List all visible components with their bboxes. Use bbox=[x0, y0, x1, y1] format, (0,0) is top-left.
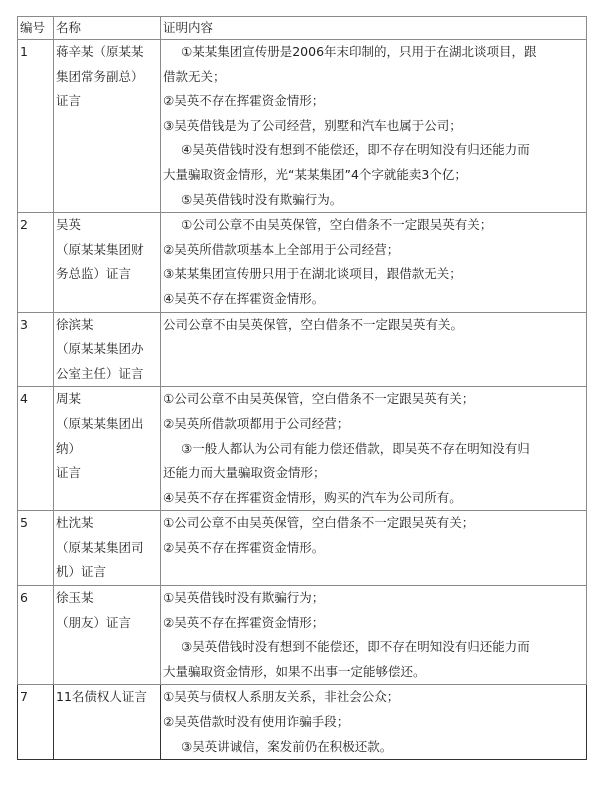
testimony-content bbox=[161, 685, 587, 760]
row-number: 2 bbox=[18, 213, 54, 312]
witness-name-line: （朋友）证言 bbox=[56, 614, 132, 630]
witness-name bbox=[54, 312, 161, 387]
witness-name-line: 证言 bbox=[56, 93, 82, 109]
row-number: 7 bbox=[18, 685, 54, 760]
testimony-line: ①吴英与债权人系朋友关系，非社会公众； bbox=[163, 689, 400, 705]
testimony-line: ②吴英不存在挥霍资金情形； bbox=[163, 93, 325, 109]
row-number: 5 bbox=[18, 511, 54, 586]
witness-name bbox=[54, 387, 161, 511]
testimony-line: ③一般人都认为公司有能力偿还借款，即吴英不存在明知没有归 bbox=[181, 440, 530, 456]
table-row bbox=[18, 685, 587, 760]
witness-name bbox=[54, 586, 161, 685]
row-number: 6 bbox=[18, 586, 54, 685]
testimony-line: ③吴英讲诚信，案发前仍在积极还款。 bbox=[181, 738, 393, 754]
header-row bbox=[18, 17, 587, 40]
witness-name-line: 周某 bbox=[56, 391, 82, 407]
witness-name bbox=[54, 40, 161, 213]
testimony-line: ③某某集团宣传册只用于在湖北谈项目，跟借款无关； bbox=[163, 266, 462, 282]
testimony-line: ①公司公章不由吴英保管，空白借条不一定跟吴英有关； bbox=[163, 391, 475, 407]
witness-name-line: 徐玉某 bbox=[56, 590, 94, 606]
testimony-line: ③吴英借钱时没有想到不能偿还，即不存在明知没有归还能力而 bbox=[181, 639, 530, 655]
testimony-line: ①公司公章不由吴英保管，空白借条不一定跟吴英有关； bbox=[181, 217, 493, 233]
row-number: 3 bbox=[18, 312, 54, 387]
witness-name bbox=[54, 511, 161, 586]
witness-name-line: 机）证言 bbox=[56, 564, 107, 580]
testimony-line: ④吴英不存在挥霍资金情形，购买的汽车为公司所有。 bbox=[163, 489, 462, 505]
table-row bbox=[18, 387, 587, 511]
header-number: 编号 bbox=[18, 17, 54, 40]
table-row bbox=[18, 40, 587, 213]
header-content: 证明内容 bbox=[161, 17, 587, 40]
header-name: 名称 bbox=[54, 17, 161, 40]
witness-name-line: （原某某集团办 bbox=[56, 341, 144, 357]
witness-name-line: （原某某集团出 bbox=[56, 415, 144, 431]
testimony-line: 大量骗取资金情形，光“某某集团”4个字就能卖3个亿； bbox=[163, 166, 467, 182]
witness-name-line: （原某某集团财 bbox=[56, 241, 144, 257]
testimony-line: 还能力而大量骗取资金情形； bbox=[163, 465, 326, 481]
testimony-line: ②吴英不存在挥霍资金情形； bbox=[163, 614, 325, 630]
testimony-content bbox=[161, 586, 587, 685]
witness-name-line: 吴英 bbox=[56, 217, 82, 233]
witness-name-line: 务总监）证言 bbox=[56, 266, 132, 282]
testimony-line: ①公司公章不由吴英保管，空白借条不一定跟吴英有关； bbox=[163, 515, 475, 531]
testimony-line: ③吴英借钱是为了公司经营，别墅和汽车也属于公司； bbox=[163, 117, 462, 133]
table-row bbox=[18, 586, 587, 685]
testimony-line: ②吴英不存在挥霍资金情形。 bbox=[163, 539, 325, 555]
testimony-line: ①吴英借钱时没有欺骗行为； bbox=[163, 590, 325, 606]
row-number: 1 bbox=[18, 40, 54, 213]
testimony-content bbox=[161, 213, 587, 312]
witness-name-line: 蒋辛某（原某某 bbox=[56, 44, 144, 59]
witness-name-line: 公室主任）证言 bbox=[56, 365, 144, 381]
testimony-line: ②吴英所借款项基本上全部用于公司经营； bbox=[163, 241, 400, 257]
testimony-content bbox=[161, 511, 587, 586]
row-number: 4 bbox=[18, 387, 54, 511]
witness-name-line: 徐滨某 bbox=[56, 316, 94, 332]
testimony-line: ⑤吴英借钱时没有欺骗行为。 bbox=[181, 191, 343, 207]
testimony-content bbox=[161, 40, 587, 213]
witness-name bbox=[54, 685, 161, 760]
testimony-line: 大量骗取资金情形，如果不出事一定能够偿还。 bbox=[163, 663, 426, 679]
testimony-line: ②吴英借款时没有使用诈骗手段； bbox=[163, 714, 350, 730]
witness-name-line: 杜沈某 bbox=[56, 515, 94, 531]
table-row bbox=[18, 213, 587, 312]
testimony-content bbox=[161, 387, 587, 511]
witness-name-line: 集团常务副总） bbox=[56, 68, 144, 84]
table-row bbox=[18, 312, 587, 387]
witness-name-line: 11名债权人证言 bbox=[56, 689, 147, 705]
testimony-content bbox=[161, 312, 587, 387]
testimony-line: 公司公章不由吴英保管，空白借条不一定跟吴英有关。 bbox=[163, 316, 464, 332]
testimony-line: ①某某集团宣传册是2006年末印制的，只用于在湖北谈项目，跟 bbox=[181, 44, 537, 59]
testimony-line: ④吴英借钱时没有想到不能偿还，即不存在明知没有归还能力而 bbox=[181, 142, 530, 158]
evidence-table bbox=[17, 16, 587, 760]
witness-name-line: （原某某集团司 bbox=[56, 539, 144, 555]
witness-name bbox=[54, 213, 161, 312]
table-header bbox=[18, 17, 587, 40]
testimony-line: ②吴英所借款项都用于公司经营； bbox=[163, 415, 350, 431]
witness-name-line: 证言 bbox=[56, 465, 82, 481]
witness-name-line: 纳） bbox=[56, 440, 82, 456]
table-row bbox=[18, 511, 587, 586]
table-body bbox=[18, 40, 587, 760]
testimony-line: ④吴英不存在挥霍资金情形。 bbox=[163, 290, 325, 306]
testimony-line: 借款无关； bbox=[163, 68, 226, 84]
